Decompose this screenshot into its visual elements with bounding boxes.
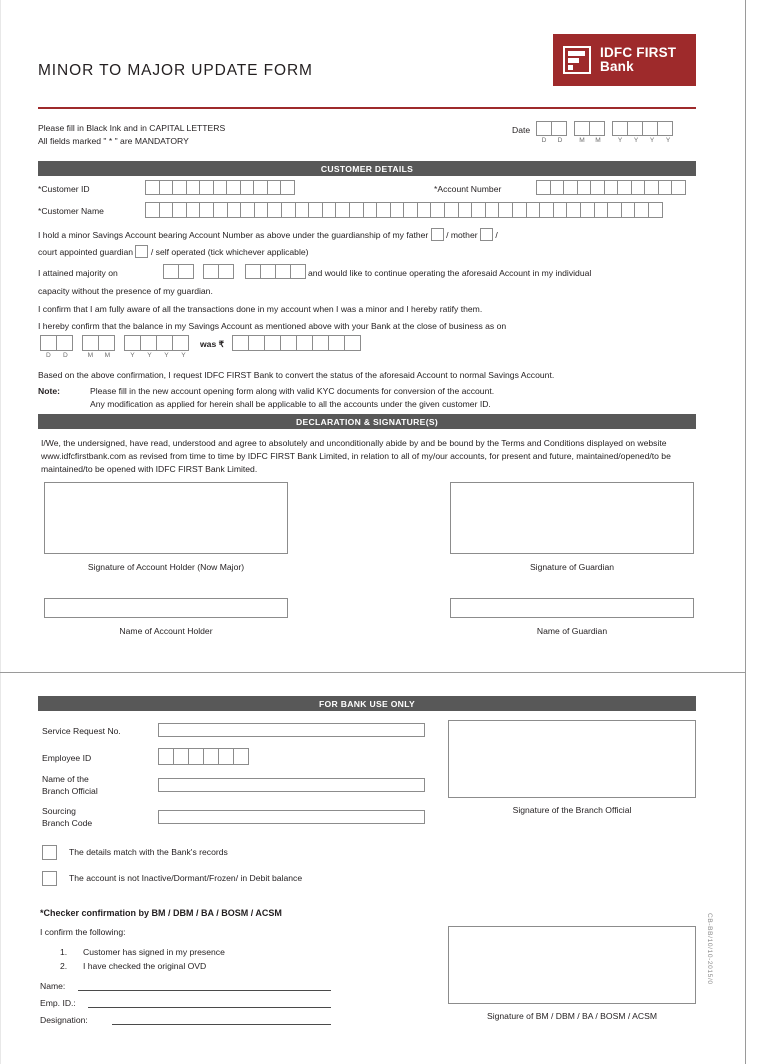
- box-caption: Y: [181, 352, 186, 359]
- confirm-item-2-number: 2.: [60, 961, 68, 971]
- char-box[interactable]: [199, 180, 214, 195]
- char-box[interactable]: [159, 180, 174, 195]
- char-box[interactable]: [267, 202, 282, 218]
- checker-emp-id-label: Emp. ID.:: [40, 998, 76, 1008]
- char-box[interactable]: [186, 180, 201, 195]
- box-caption: M: [579, 137, 585, 144]
- char-box[interactable]: [553, 202, 568, 218]
- guardianship-text-before: I hold a minor Savings Account bearing Account Number as above under the guardianship of my father: [38, 230, 429, 240]
- char-box[interactable]: [178, 264, 194, 279]
- note-line-1: Please fill in the new account opening form along with valid KYC documents for conversion of the account.: [90, 386, 495, 396]
- box-caption: M: [87, 352, 94, 359]
- char-box[interactable]: [444, 202, 459, 218]
- char-box[interactable]: [471, 202, 486, 218]
- account-status-row: [42, 871, 302, 886]
- char-box[interactable]: [566, 202, 581, 218]
- box-caption: D: [557, 137, 563, 144]
- balance-yyyy-caption: [124, 352, 192, 359]
- page-left-edge: [0, 0, 1, 1064]
- char-box[interactable]: [172, 335, 189, 351]
- char-box[interactable]: [308, 202, 323, 218]
- char-box[interactable]: [260, 264, 276, 279]
- char-box[interactable]: [536, 180, 551, 195]
- char-box[interactable]: [232, 335, 249, 351]
- char-box[interactable]: [631, 180, 646, 195]
- date-yyyy-caption: [612, 137, 676, 144]
- mother-option-label: / mother: [446, 230, 478, 240]
- char-box[interactable]: [376, 202, 391, 218]
- char-box[interactable]: [188, 748, 204, 765]
- checker-emp-id-input[interactable]: [88, 1007, 331, 1008]
- sourcing-label-line2: Branch Code: [42, 817, 93, 828]
- char-box[interactable]: [349, 202, 364, 218]
- branch-official-label-line2: Branch Official: [42, 785, 98, 796]
- accent-rule: [38, 107, 696, 109]
- service-request-input[interactable]: [158, 723, 425, 737]
- char-box[interactable]: [430, 202, 445, 218]
- mother-checkbox[interactable]: [480, 228, 493, 241]
- char-box[interactable]: [658, 180, 673, 195]
- char-box[interactable]: [612, 121, 628, 136]
- char-box[interactable]: [203, 748, 219, 765]
- char-box[interactable]: [145, 202, 160, 218]
- sourcing-branch-code-label: [42, 806, 92, 829]
- char-box[interactable]: [56, 335, 73, 351]
- bank-use-heading: FOR BANK USE ONLY: [38, 696, 696, 711]
- char-box[interactable]: [203, 264, 219, 279]
- balance-amount-input[interactable]: [232, 335, 361, 351]
- char-box[interactable]: [264, 335, 281, 351]
- date-mm-group: [574, 121, 606, 144]
- branch-official-name-input[interactable]: [158, 778, 425, 792]
- char-box[interactable]: [512, 202, 527, 218]
- sourcing-branch-code-input[interactable]: [158, 810, 425, 824]
- char-box[interactable]: [296, 335, 313, 351]
- customer-name-input[interactable]: [145, 202, 663, 218]
- char-box[interactable]: [163, 264, 179, 279]
- date-label: Date: [512, 125, 531, 135]
- char-box[interactable]: [186, 202, 201, 218]
- balance-confirmation: I hereby confirm that the balance in my Savings Account as mentioned above with your Bank at the close of business as on: [38, 321, 507, 331]
- instruction-line-2: All fields marked " * " are MANDATORY: [38, 136, 189, 147]
- customer-name-label: *Customer Name: [38, 206, 104, 216]
- account-status-checkbox[interactable]: [42, 871, 57, 886]
- char-box[interactable]: [551, 121, 567, 136]
- checker-designation-label: Designation:: [40, 1015, 88, 1025]
- branch-official-signature-box[interactable]: [448, 720, 696, 798]
- char-box[interactable]: [550, 180, 565, 195]
- char-box[interactable]: [295, 202, 310, 218]
- char-box[interactable]: [213, 202, 228, 218]
- char-box[interactable]: [156, 335, 173, 351]
- char-box[interactable]: [574, 121, 590, 136]
- employee-id-input[interactable]: [158, 748, 249, 765]
- box-caption: M: [104, 352, 111, 359]
- char-box[interactable]: [328, 335, 345, 351]
- char-box[interactable]: [634, 202, 649, 218]
- char-box[interactable]: [312, 335, 329, 351]
- box-caption: D: [541, 137, 547, 144]
- guardianship-statement: [38, 228, 698, 243]
- char-box[interactable]: [642, 121, 658, 136]
- guardian-name-box[interactable]: [450, 598, 694, 618]
- bank-logo-icon: [563, 46, 591, 74]
- balance-mm-boxes[interactable]: [82, 335, 116, 351]
- box-caption: Y: [130, 352, 135, 359]
- date-dd-group: [536, 121, 568, 144]
- majority-text-after: and would like to continue operating the aforesaid Account in my individual: [308, 268, 592, 278]
- char-box[interactable]: [590, 180, 605, 195]
- box-caption: D: [63, 352, 68, 359]
- checker-signature-label: Signature of BM / DBM / BA / BOSM / ACSM: [486, 1011, 658, 1021]
- char-box[interactable]: [644, 180, 659, 195]
- char-box[interactable]: [498, 202, 513, 218]
- guardian-name-label: Name of Guardian: [536, 626, 608, 636]
- majority-mm-boxes[interactable]: [203, 264, 234, 279]
- balance-mm-group: [82, 335, 116, 359]
- char-box[interactable]: [403, 202, 418, 218]
- declaration-body: I/We, the undersigned, have read, understood and agree to absolutely and unconditionally abide by and be bound by the Terms and Conditions displayed on website www.idfcfirstbank.com as revised from time to time by IDFC FIRST Bank Limited, in relation to all of my/our accounts, for present and future, maintained/opened/to be maintained/to be opened with IDFC FIRST Bank Limited.: [41, 438, 671, 474]
- char-box[interactable]: [589, 121, 605, 136]
- logo-line-1: IDFC FIRST: [600, 44, 677, 60]
- char-box[interactable]: [621, 202, 636, 218]
- date-dd-caption: [536, 137, 568, 144]
- father-checkbox[interactable]: [431, 228, 444, 241]
- char-box[interactable]: [539, 202, 554, 218]
- page-title: MINOR TO MAJOR UPDATE FORM: [38, 62, 313, 79]
- balance-date-group: [40, 335, 361, 359]
- guardianship-statement-line2: [38, 245, 698, 260]
- char-box[interactable]: [267, 180, 282, 195]
- char-box[interactable]: [604, 180, 619, 195]
- court-guardian-label: court appointed guardian: [38, 247, 134, 257]
- logo-text: [600, 46, 676, 75]
- char-box[interactable]: [82, 335, 99, 351]
- char-box[interactable]: [172, 180, 187, 195]
- form-code: CB-BB/10/10-2015/0: [706, 913, 713, 985]
- checker-name-label: Name:: [40, 981, 66, 991]
- account-number-label: *Account Number: [434, 184, 502, 194]
- customer-id-input[interactable]: [145, 180, 295, 195]
- account-holder-signature-box[interactable]: [44, 482, 288, 554]
- box-caption: Y: [665, 137, 671, 144]
- confirm-item-2-text: I have checked the original OVD: [83, 961, 207, 971]
- char-box[interactable]: [173, 748, 189, 765]
- char-box[interactable]: [607, 202, 622, 218]
- char-box[interactable]: [627, 121, 643, 136]
- branch-official-label-line1: Name of the: [42, 774, 89, 784]
- confirm-intro: I confirm the following:: [40, 927, 126, 937]
- account-number-input[interactable]: [536, 180, 686, 195]
- char-box[interactable]: [280, 335, 297, 351]
- balance-dd-group: [40, 335, 74, 359]
- declaration-heading: DECLARATION & SIGNATURE(S): [38, 414, 696, 429]
- char-box[interactable]: [240, 180, 255, 195]
- self-operated-label: / self operated (tick whichever applicable): [150, 247, 309, 257]
- char-box[interactable]: [172, 202, 187, 218]
- account-holder-signature-label: Signature of Account Holder (Now Major): [87, 562, 245, 572]
- balance-dd-caption: [40, 352, 74, 359]
- char-box[interactable]: [617, 180, 632, 195]
- employee-id-label: Employee ID: [42, 753, 92, 763]
- records-match-label: The details match with the Bank's records: [69, 846, 228, 857]
- char-box[interactable]: [458, 202, 473, 218]
- char-box[interactable]: [233, 748, 249, 765]
- char-box[interactable]: [280, 180, 295, 195]
- sourcing-label-line1: Sourcing: [42, 806, 76, 816]
- char-box[interactable]: [290, 264, 306, 279]
- date-dd-boxes[interactable]: [536, 121, 568, 136]
- majority-yyyy-boxes[interactable]: [245, 264, 306, 279]
- char-box[interactable]: [563, 180, 578, 195]
- char-box[interactable]: [536, 121, 552, 136]
- branch-official-name-label: [42, 774, 98, 797]
- account-holder-name-label: Name of Account Holder: [119, 626, 213, 636]
- box-caption: M: [595, 137, 601, 144]
- box-caption: D: [46, 352, 51, 359]
- char-box[interactable]: [526, 202, 541, 218]
- note-label: Note:: [38, 386, 60, 396]
- char-box[interactable]: [363, 202, 378, 218]
- balance-amount-label: was ₹: [200, 339, 225, 349]
- char-box[interactable]: [159, 202, 174, 218]
- char-box[interactable]: [218, 748, 234, 765]
- char-box[interactable]: [124, 335, 141, 351]
- box-caption: Y: [147, 352, 152, 359]
- service-request-label: Service Request No.: [42, 726, 121, 736]
- balance-yyyy-group: [124, 335, 192, 359]
- char-box[interactable]: [281, 202, 296, 218]
- char-box[interactable]: [594, 202, 609, 218]
- account-status-label: The account is not Inactive/Dormant/Frozen/ in Debit balance: [69, 872, 303, 883]
- char-box[interactable]: [275, 264, 291, 279]
- char-box[interactable]: [199, 202, 214, 218]
- checker-designation-input[interactable]: [112, 1024, 331, 1025]
- char-box[interactable]: [657, 121, 673, 136]
- date-yyyy-group: [612, 121, 676, 144]
- balance-dd-boxes[interactable]: [40, 335, 74, 351]
- majority-text-before: I attained majority on: [38, 268, 118, 278]
- char-box[interactable]: [245, 264, 261, 279]
- confirm-item-1-number: 1.: [60, 947, 68, 957]
- records-match-row: [42, 845, 228, 860]
- customer-details-heading: CUSTOMER DETAILS: [38, 161, 696, 176]
- char-box[interactable]: [335, 202, 350, 218]
- char-box[interactable]: [213, 180, 228, 195]
- char-box[interactable]: [240, 202, 255, 218]
- court-guardian-checkbox[interactable]: [135, 245, 148, 258]
- char-box[interactable]: [158, 748, 174, 765]
- char-box[interactable]: [322, 202, 337, 218]
- date-yyyy-boxes[interactable]: [612, 121, 676, 136]
- branch-official-signature-label: Signature of the Branch Official: [512, 805, 632, 815]
- box-caption: Y: [617, 137, 623, 144]
- fill-instructions: [38, 122, 225, 149]
- records-match-checkbox[interactable]: [42, 845, 57, 860]
- balance-mm-caption: [82, 352, 116, 359]
- char-box[interactable]: [145, 180, 160, 195]
- page-right-edge: [745, 0, 746, 1064]
- char-box[interactable]: [671, 180, 686, 195]
- box-caption: Y: [649, 137, 655, 144]
- checker-signature-box[interactable]: [448, 926, 696, 1004]
- confirm-item-1-text: Customer has signed in my presence: [83, 947, 225, 957]
- account-holder-name-box[interactable]: [44, 598, 288, 618]
- char-box[interactable]: [254, 202, 269, 218]
- box-caption: Y: [633, 137, 639, 144]
- date-mm-boxes[interactable]: [574, 121, 606, 136]
- date-mm-caption: [574, 137, 606, 144]
- majority-text-line2: capacity without the presence of my guardian.: [38, 286, 213, 296]
- char-box[interactable]: [485, 202, 500, 218]
- char-box[interactable]: [98, 335, 115, 351]
- char-box[interactable]: [248, 335, 265, 351]
- conversion-request-line: Based on the above confirmation, I request IDFC FIRST Bank to convert the status of the aforesaid Account to normal Savings Account.: [38, 370, 555, 380]
- char-box[interactable]: [577, 180, 592, 195]
- guardian-signature-label: Signature of Guardian: [529, 562, 615, 572]
- checker-name-input[interactable]: [78, 990, 331, 991]
- char-box[interactable]: [218, 264, 234, 279]
- char-box[interactable]: [580, 202, 595, 218]
- char-box[interactable]: [253, 180, 268, 195]
- logo-line-2: Bank: [600, 59, 634, 74]
- transactions-confirmation: I confirm that I am fully aware of all the transactions done in my account when I was a minor and I hereby ratify them.: [38, 304, 483, 314]
- box-caption: Y: [164, 352, 169, 359]
- customer-id-label: *Customer ID: [38, 184, 90, 194]
- note-line-2: Any modification as applied for herein shall be applicable to all the accounts under the given customer ID.: [90, 399, 491, 409]
- balance-yyyy-boxes[interactable]: [124, 335, 192, 351]
- char-box[interactable]: [227, 202, 242, 218]
- date-field-group: [512, 121, 676, 144]
- char-box[interactable]: [140, 335, 157, 351]
- char-box[interactable]: [344, 335, 361, 351]
- majority-dd-boxes[interactable]: [163, 264, 194, 279]
- instruction-line-1: Please fill in Black Ink and in CAPITAL LETTERS: [38, 123, 226, 133]
- idfc-first-bank-logo: [553, 34, 696, 86]
- char-box[interactable]: [390, 202, 405, 218]
- guardian-signature-box[interactable]: [450, 482, 694, 554]
- checker-confirmation-heading: *Checker confirmation by BM / DBM / BA / BOSM / ACSM: [40, 908, 282, 918]
- guardian-slash: /: [495, 230, 498, 240]
- char-box[interactable]: [417, 202, 432, 218]
- section-divider: [0, 672, 745, 673]
- char-box[interactable]: [648, 202, 663, 218]
- char-box[interactable]: [40, 335, 57, 351]
- char-box[interactable]: [226, 180, 241, 195]
